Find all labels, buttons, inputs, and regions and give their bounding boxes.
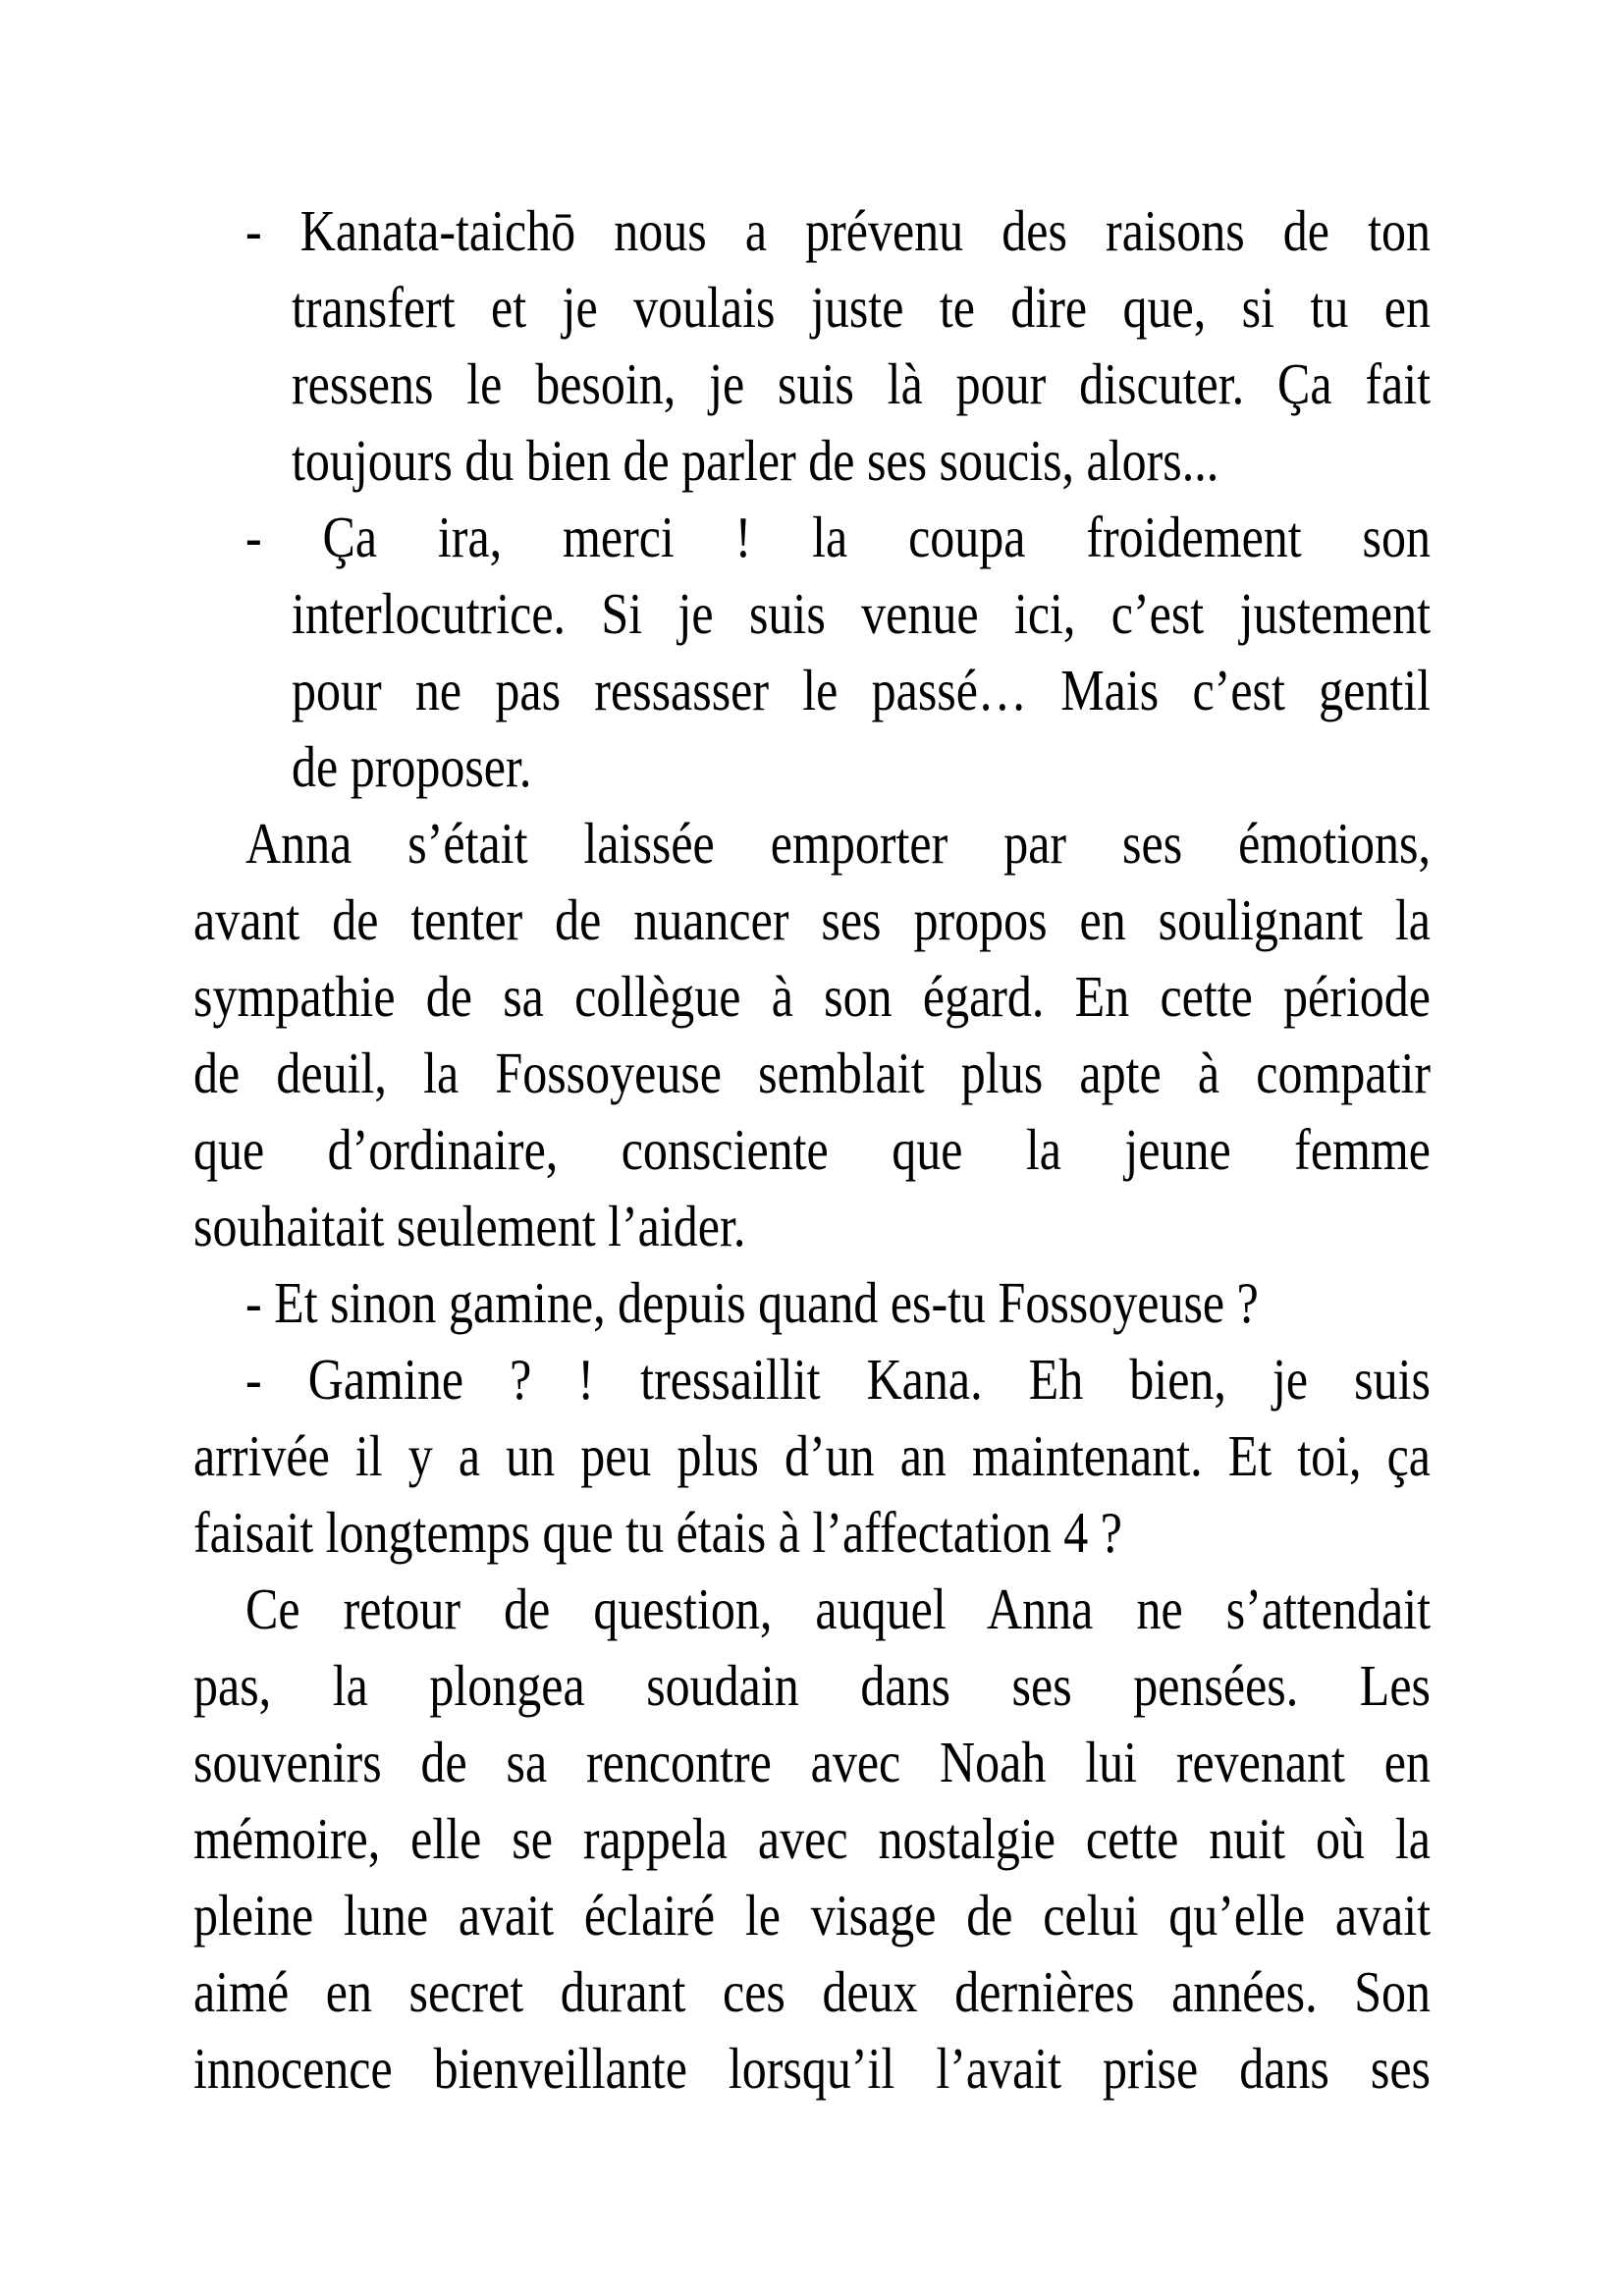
text-line: pleine lune avait éclairé le visage de celui qu’elle avait xyxy=(193,1882,1431,1949)
text-line: - Kanata-taichō nous a prévenu des raisons de ton xyxy=(245,197,1431,264)
text-line: de proposer. xyxy=(292,733,532,800)
text-line: Ce retour de question, auquel Anna ne s’attendait xyxy=(245,1575,1431,1642)
text-line: avant de tenter de nuancer ses propos en soulignant la xyxy=(193,886,1431,953)
text-line: sympathie de sa collègue à son égard. En cette période xyxy=(193,963,1431,1030)
text-line: innocence bienveillante lorsqu’il l’avait prise dans ses xyxy=(193,2035,1431,2102)
text-line: interlocutrice. Si je suis venue ici, c’est justement xyxy=(292,580,1431,647)
text-line: souhaitait seulement l’aider. xyxy=(193,1193,746,1259)
text-line: pour ne pas ressasser le passé… Mais c’est gentil xyxy=(292,657,1431,723)
text-line: faisait longtemps que tu étais à l’affectation 4 ? xyxy=(193,1499,1122,1566)
text-line: - Gamine ? ! tressaillit Kana. Eh bien, je suis xyxy=(245,1346,1431,1413)
text-line: souvenirs de sa rencontre avec Noah lui revenant en xyxy=(193,1729,1431,1795)
text-line: que d’ordinaire, consciente que la jeune femme xyxy=(193,1116,1431,1183)
text-line: toujours du bien de parler de ses soucis, alors... xyxy=(292,427,1219,494)
text-line: de deuil, la Fossoyeuse semblait plus apte à compatir xyxy=(193,1040,1431,1106)
text-line: transfert et je voulais juste te dire que, si tu en xyxy=(292,274,1431,341)
text-line: aimé en secret durant ces deux dernières années. Son xyxy=(193,1958,1431,2025)
text-line: pas, la plongea soudain dans ses pensées. Les xyxy=(193,1652,1431,1719)
text-line: arrivée il y a un peu plus d’un an maintenant. Et toi, ça xyxy=(193,1422,1431,1489)
text-line: ressens le besoin, je suis là pour discuter. Ça fait xyxy=(292,350,1431,417)
text-line: - Et sinon gamine, depuis quand es-tu Fossoyeuse ? xyxy=(245,1269,1259,1336)
text-block xyxy=(193,192,1431,2107)
text-line: mémoire, elle se rappela avec nostalgie cette nuit où la xyxy=(193,1805,1431,1872)
text-line: Anna s’était laissée emporter par ses émotions, xyxy=(245,810,1431,877)
text-line: - Ça ira, merci ! la coupa froidement son xyxy=(245,504,1431,570)
